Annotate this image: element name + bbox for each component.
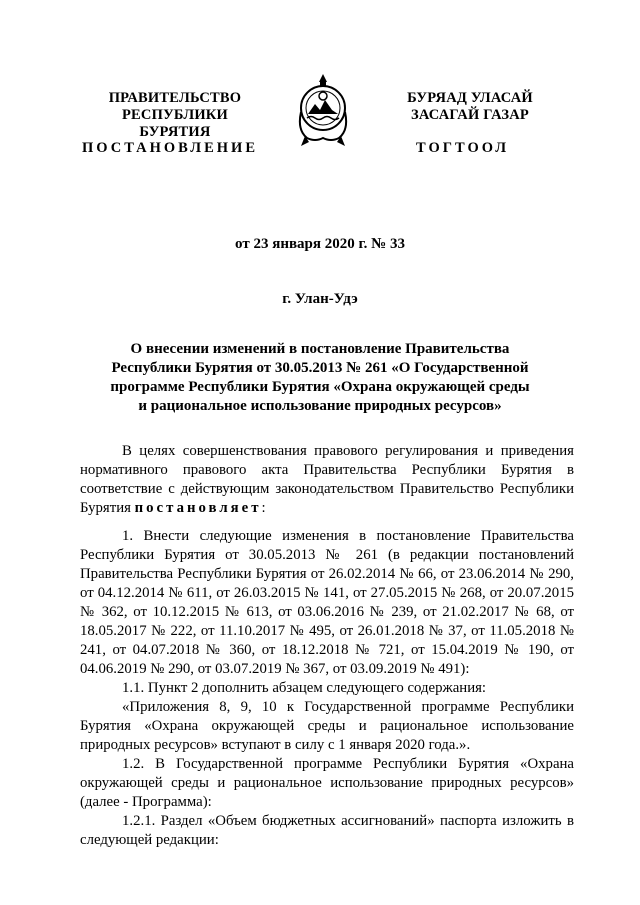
paragraph-1-2-1: 1.2.1. Раздел «Объем бюджетных ассигнований» паспорта изложить в следующей редакции: bbox=[80, 813, 574, 848]
org-name-line: РЕСПУБЛИКИ БУРЯТИЯ bbox=[121, 107, 229, 140]
document-body bbox=[80, 527, 574, 850]
doc-type-buryat: ТОГТООЛ bbox=[416, 140, 510, 156]
paragraph-1-1: 1.1. Пункт 2 дополнить абзацем следующего содержания: bbox=[122, 680, 487, 696]
doc-type-russian: ПОСТАНОВЛЕНИЕ bbox=[82, 140, 259, 156]
title-line: и рациональное использование природных ресурсов» bbox=[138, 398, 502, 414]
paragraph-quote: «Приложения 8, 9, 10 к Государственной программе Республики Бурятия «Охрана окружающей среды и рациональное использование природных ресурсов» вступают в силу с 1 января 2020 года.». bbox=[80, 699, 574, 753]
title-line: программе Республики Бурятия «Охрана окружающей среды bbox=[110, 379, 530, 395]
document-title bbox=[60, 340, 580, 416]
preamble bbox=[80, 442, 574, 518]
preamble-emphasis: постановляет bbox=[134, 500, 262, 516]
org-name-buryat bbox=[380, 90, 560, 124]
date-number: от 23 января 2020 г. № 33 bbox=[235, 236, 405, 252]
coat-of-arms-icon bbox=[293, 72, 353, 148]
org-name-russian bbox=[85, 90, 265, 141]
paragraph-1-2: 1.2. В Государственной программе Республики Бурятия «Охрана окружающей среды и рациональное использование природных ресурсов» (далее - Программа): bbox=[80, 756, 574, 810]
org-name-line: ЗАСАГАЙ ГАЗАР bbox=[411, 107, 529, 123]
preamble-text: В целях совершенствования правового регулирования и приведения нормативного правового акта Правительства Республики Бурятия в соответствие с действующим законодательством Правительство Республики Бурятия bbox=[80, 443, 574, 516]
title-line: Республики Бурятия от 30.05.2013 № 261 «О Государственной bbox=[111, 360, 529, 376]
paragraph-1: 1. Внести следующие изменения в постановление Правительства Республики Бурятия от 30.05.2013 № 261 (в редакции постановлений Правительства Республики Бурятия от 26.02.2014 № 66, от 23.06.2014 № 290, от 04.12.2014 № 611, от 26.03.2015 № 141, от 27.05.2015 № 268, от 20.07.2015 № 362, от 10.12.2015 № 613, от 03.06.2016 № 239, от 21.02.2017 № 68, от 18.05.2017 № 222, от 11.10.2017 № 495, от 26.01.2018 № 37, от 11.05.2018 № 241, от 04.07.2018 № 360, от 18.12.2018 № 721, от 15.04.2019 № 190, от 04.06.2019 № 290, от 03.07.2019 № 367, от 03.09.2019 № 491): bbox=[80, 528, 574, 677]
preamble-end: : bbox=[261, 500, 266, 516]
org-name-line: БУРЯАД УЛАСАЙ bbox=[407, 90, 533, 106]
city: г. Улан-Удэ bbox=[282, 291, 358, 307]
title-line: О внесении изменений в постановление Правительства bbox=[130, 341, 510, 357]
org-name-line: ПРАВИТЕЛЬСТВО bbox=[108, 90, 242, 106]
